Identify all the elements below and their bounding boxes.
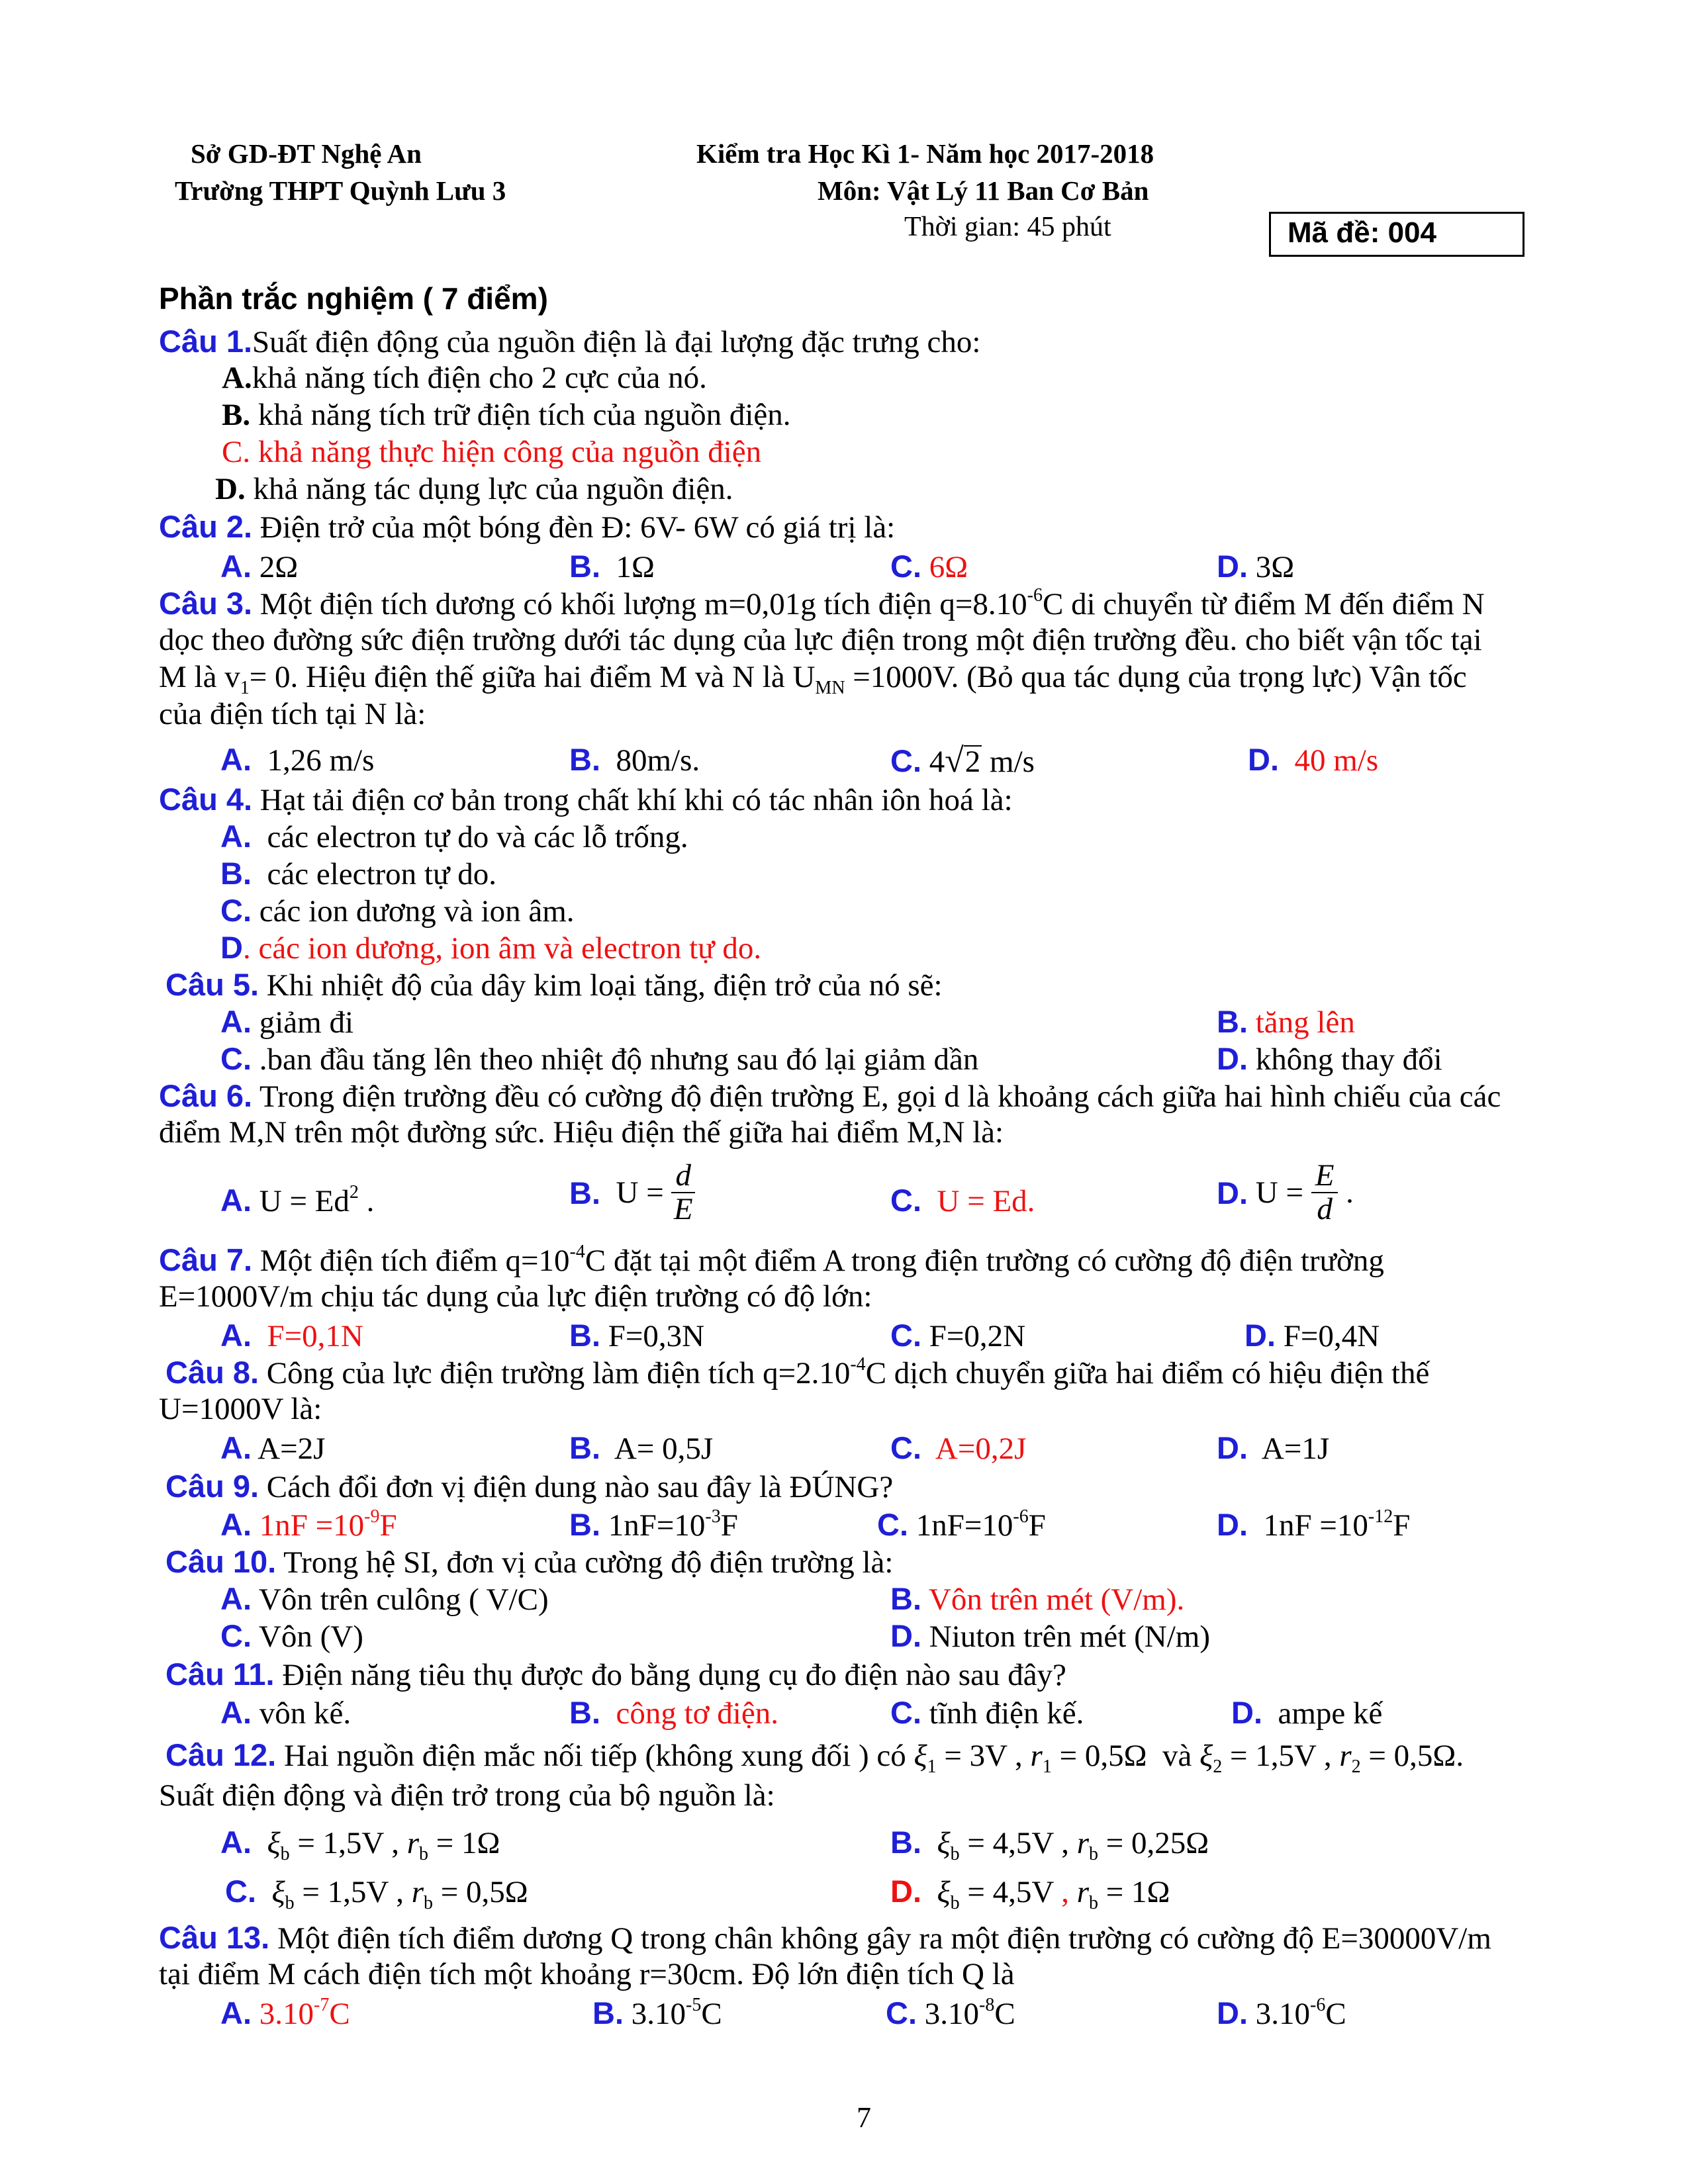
q13-option-a: A. $3.10^{-7}C$ [220, 1995, 350, 2031]
q7-option-a: A. F=0,1N [220, 1318, 363, 1353]
q11-option-c: C. tĩnh điện kế. [890, 1695, 1084, 1731]
q3-option-a: A. 1,26 m/s [220, 742, 375, 778]
q8-option-b: B. A= 0,5J [569, 1430, 714, 1466]
question-6: Câu 6. Trong điện trường đều có cường độ điện trường E, gọi d là khoảng cách giữa hai hình chiếu của các [159, 1078, 1501, 1114]
question-2: Câu 2. Điện trở của một bóng đèn Đ: 6V- 6W có giá trị là: [159, 509, 896, 545]
q2-option-c: C. 6Ω [890, 549, 968, 584]
q10-option-c: C. Vôn (V) [220, 1618, 363, 1654]
q13-line2: tại điểm M cách điện tích một khoảng r=30cm. Độ lớn điện tích Q là [159, 1957, 1015, 1991]
q9-option-d: D. $1nF =10^{-12}F$ [1217, 1506, 1411, 1543]
question-9: Câu 9. Cách đổi đơn vị điện dung nào sau đây là ĐÚNG? [165, 1469, 894, 1504]
q1-option-d: D. khả năng tác dụng lực của nguồn điện. [215, 472, 733, 506]
q8-option-a: A. A=2J [220, 1430, 326, 1466]
question-5: Câu 5. Khi nhiệt độ của dây kim loại tăng, điện trở của nó sẽ: [165, 967, 943, 1003]
q4-option-b: B. các electron tự do. [220, 856, 496, 891]
question-12: Câu 12. Hai nguồn điện mắc nối tiếp (không xung đối ) có $\xi_1 = 3V$ , $r_1 = 0,5\Omega$ và $\xi_2 = 1,5V$ , $r_2 = 0,5\Omega$. [165, 1737, 1464, 1777]
exam-time: Thời gian: 45 phút [904, 212, 1111, 242]
q5-option-b: B. tăng lên [1217, 1004, 1355, 1040]
exam-code: Mã đề: 004 [1288, 216, 1436, 249]
q6-option-b: B. U = $\frac{d}{E}$ [569, 1160, 695, 1226]
exam-title: Kiểm tra Học Kì 1- Năm học 2017-2018 [696, 138, 1154, 169]
q13-option-d: D. $3.10^{-6}C$ [1217, 1995, 1346, 2031]
q12-line2: Suất điện động và điện trở trong của bộ nguồn là: [159, 1778, 775, 1813]
page-number: 7 [857, 2101, 871, 2134]
q12-option-d: D. $\xi_b = 4,5V$ , $r_b = 1\Omega$ [890, 1874, 1170, 1913]
question-11: Câu 11. Điện năng tiêu thụ được đo bằng dụng cụ đo điện nào sau đây? [165, 1657, 1066, 1692]
q12-option-a: A. $\xi_b = 1,5V$ , $r_b = 1\Omega$ [220, 1825, 500, 1864]
q3-option-c: C. 4√2 m/s [890, 742, 1035, 780]
q3-line2: dọc theo đường sức điện trường dưới tác dụng của lực điện trong một điện trường đều. cho biết vận tốc tại [159, 623, 1482, 657]
q4-option-a: A. các electron tự do và các lỗ trống. [220, 819, 688, 854]
q3-line3: M là $v_1= 0$. Hiệu điện thế giữa hai điểm M và N là $U_{MN} =1000V$. (Bỏ qua tác dụng của trọng lực) Vận tốc [159, 660, 1467, 698]
q1-option-c: C. khả năng thực hiện công của nguồn điện [222, 435, 762, 469]
q7-line2: E=1000V/m chịu tác dụng của lực điện trường có độ lớn: [159, 1279, 872, 1314]
q6-option-c: C. U = Ed. [890, 1183, 1035, 1218]
school-name: Trường THPT Quỳnh Lưu 3 [175, 175, 506, 206]
q7-option-b: B. F=0,3N [569, 1318, 705, 1353]
question-4: Câu 4. Hạt tải điện cơ bản trong chất khí khi có tác nhân iôn hoá là: [159, 782, 1013, 817]
q1-text: Suất điện động của nguồn điện là đại lượng đặc trưng cho: [252, 325, 981, 359]
q12-option-b: B. $\xi_b = 4,5V$ , $r_b = 0,25\Omega$ [890, 1825, 1209, 1864]
q10-option-b: B. Vôn trên mét (V/m). [890, 1581, 1185, 1617]
dept-name: Sở GD-ĐT Nghệ An [191, 138, 422, 169]
q2-option-a: A. 2Ω [220, 549, 299, 584]
q5-option-c: C. .ban đầu tăng lên theo nhiệt độ nhưng sau đó lại giảm dần [220, 1041, 979, 1077]
q6-option-a: A. $U = Ed^2$ . [220, 1182, 375, 1218]
subject: Môn: Vật Lý 11 Ban Cơ Bản [818, 175, 1149, 206]
q13-option-c: C. $3.10^{-8}C$ [886, 1995, 1015, 2031]
q11-option-a: A. vôn kế. [220, 1695, 352, 1731]
q11-option-b: B. công tơ điện. [569, 1695, 778, 1731]
q4-option-d: D. các ion dương, ion âm và electron tự do. [220, 930, 762, 966]
q6-option-d: D. U = $\frac{E}{d}$ . [1217, 1158, 1354, 1227]
question-10: Câu 10. Trong hệ SI, đơn vị của cường độ điện trường là: [165, 1544, 894, 1580]
q9-option-b: B. $1nF=10^{-3}F$ [569, 1506, 738, 1543]
q1-option-a: A.khả năng tích điện cho 2 cực của nó. [222, 361, 707, 395]
q7-option-d: D. F=0,4N [1244, 1318, 1380, 1353]
q1-option-b: B. khả năng tích trữ điện tích của nguồn điện. [222, 398, 791, 432]
question-13: Câu 13. Một điện tích điểm dương Q trong chân không gây ra một điện trường có cường độ E=30000V/m [159, 1920, 1491, 1956]
q5-option-a: A. giảm đi [220, 1004, 354, 1040]
question-7: Câu 7. Một điện tích điểm $q=10^{-4}C$ đặt tại một điểm A trong điện trường có cường độ điện trường [159, 1242, 1384, 1278]
q3-option-b: B. 80m/s. [569, 742, 700, 778]
q10-option-d: D. Niuton trên mét (N/m) [890, 1618, 1210, 1654]
q9-option-a: A. $1nF =10^{-9}F$ [220, 1506, 397, 1543]
q2-option-d: D. 3Ω [1217, 549, 1295, 584]
q8-line2: U=1000V là: [159, 1392, 322, 1426]
question-1 [159, 326, 980, 358]
q5-option-d: D. không thay đổi [1217, 1041, 1442, 1077]
section-title: Phần trắc nghiệm ( 7 điểm) [159, 281, 548, 316]
question-3: Câu 3. Một điện tích dương có khối lượng m=0,01g tích điện $q=8.10^{-6}C$ di chuyển từ điểm M đến điểm N [159, 585, 1485, 621]
q3-option-d: D. 40 m/s [1248, 742, 1379, 778]
q12-option-c: C. $\xi_b = 1,5V$ , $r_b = 0,5\Omega$ [225, 1874, 528, 1913]
q7-option-c: C. F=0,2N [890, 1318, 1026, 1353]
q8-option-c: C. A=0,2J [890, 1430, 1027, 1466]
q1-number: Câu 1. [159, 324, 253, 359]
q9-option-c: C. $1nF=10^{-6}F$ [877, 1506, 1046, 1543]
q10-option-a: A. Vôn trên culông ( V/C) [220, 1581, 549, 1617]
q4-option-c: C. các ion dương và ion âm. [220, 893, 575, 929]
q13-option-b: B. $3.10^{-5}C$ [592, 1995, 722, 2031]
q2-option-b: B. 1Ω [569, 549, 655, 584]
q3-line4: của điện tích tại N là: [159, 697, 426, 731]
q11-option-d: D. ampe kế [1231, 1695, 1383, 1731]
question-8: Câu 8. Công của lực điện trường làm điện tích $q=2.10^{-4}C$ dịch chuyển giữa hai điểm có hiệu điện thế [165, 1354, 1430, 1390]
q8-option-d: D. A=1J [1217, 1430, 1330, 1466]
q6-line2: điểm M,N trên một đường sức. Hiệu điện thế giữa hai điểm M,N là: [159, 1115, 1004, 1150]
